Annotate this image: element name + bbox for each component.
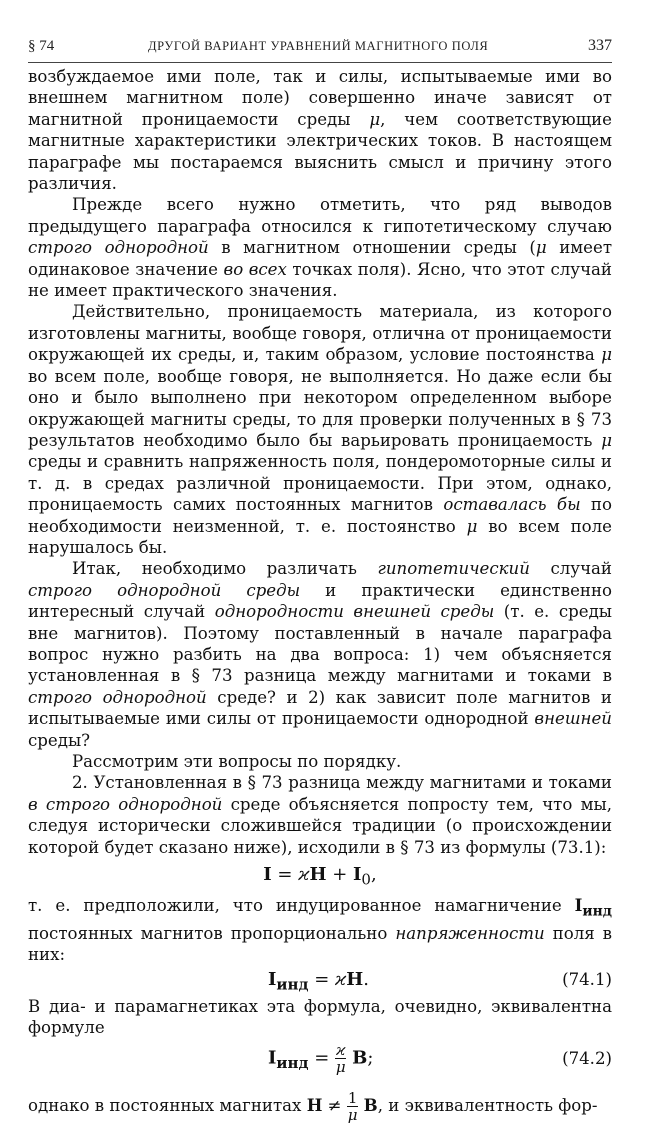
equation-74-2-formula: $I_{инд}$ = $\frac{ϰ}{\mu}$ B; [268,1041,374,1077]
running-header [28,38,612,62]
equation-74-1 [28,966,612,996]
fraction: $\frac{ϰ}{\mu}$ [335,1041,346,1077]
paragraph-4: Итак, необходимо различать гипотетический случай строго однородной среды и практически единственно интересный случай однородности внешней среды (т. е. среды вне магнитов). Поэтому поставленный в начале параграфа вопрос нужно разбить на два вопроса: 1) чем объясняется установленная в § 73 разница между магнитами и токами в строго однородной среде? и 2) как зависит поле магнитов и испытываемые ими силы от проницаемости однородной внешней среды? [28,559,612,750]
equation-74-1-formula: $I_{инд} = ϰH$. [268,968,370,994]
paragraph-9: однако в постоянных магнитах H ≠ $\frac{1}{\mu}$ B, и эквивалентность фор- [28,1089,598,1124]
paragraph-7: т. е. предположили, что индуцированное намагничение $I_{инд}$ постоянных магнитов пропорционально напряженности поля в них: [28,895,613,965]
equation-74-2-number: (74.2) [562,1049,612,1069]
section-number: § 74 [28,38,55,54]
equation-73-1: $I = ϰH + I_0$, [263,864,377,889]
paragraph-2: Прежде всего нужно отметить, что ряд выводов предыдущего параграфа относился к гипотетическому случаю строго однородной в магнитном отношении среды (μ имеет одинаковое значение во всех точках поля). Ясно, что этот случай не имеет практического значения. [28,195,612,301]
paragraph-5: Рассмотрим эти вопросы по порядку. [72,752,402,771]
paragraph-1: возбуждаемое ими поле, так и силы, испытываемые ими во внешнем магнитном поле) совершенно иначе зависят от магнитной проницаемости среды μ, чем соответствующие магнитные характеристики электрических токов. В настоящем параграфе мы постараемся выяснить смысл и причину этого различия. [28,67,612,194]
paragraph-6: 2. Установленная в § 73 разница между магнитами и токами в строго однородной среде объясняется попросту тем, что мы, следуя исторически сложившейся традиции (о происхождении которой будет сказано ниже), исходили в § 73 из формулы (73.1): [28,773,612,857]
running-title: ДРУГОЙ ВАРИАНТ УРАВНЕНИЙ МАГНИТНОГО ПОЛЯ [148,39,489,53]
equation-74-1-number: (74.1) [562,969,612,989]
header-rule [28,62,612,63]
paragraph-3: Действительно, проницаемость материала, из которого изготовлены магниты, вообще говоря, отлична от проницаемости окружающей их среды, и, таким образом, условие постоянства μ во всем поле, вообще говоря, не выполняется. Но даже если бы оно и было выполнено при некотором определенном выборе окружающей магниты среды, то для проверки полученных в § 73 результатов необходимо было бы варьировать проницаемость μ среды и сравнить напряженность поля, пондеромоторные силы и т. д. в средах различной проницаемости. При этом, однако, проницаемость самих постоянных магнитов оставалась бы по необходимости неизменной, т. е. постоянство μ во всем поле нарушалось бы. [28,302,612,557]
page-number: 337 [588,37,612,54]
page-body [28,66,612,1124]
fraction: $\frac{1}{\mu}$ [347,1089,358,1124]
paragraph-8: В диа- и парамагнетиках эта формула, очевидно, эквивалентна формуле [28,996,612,1037]
equation-74-2 [28,1038,612,1084]
